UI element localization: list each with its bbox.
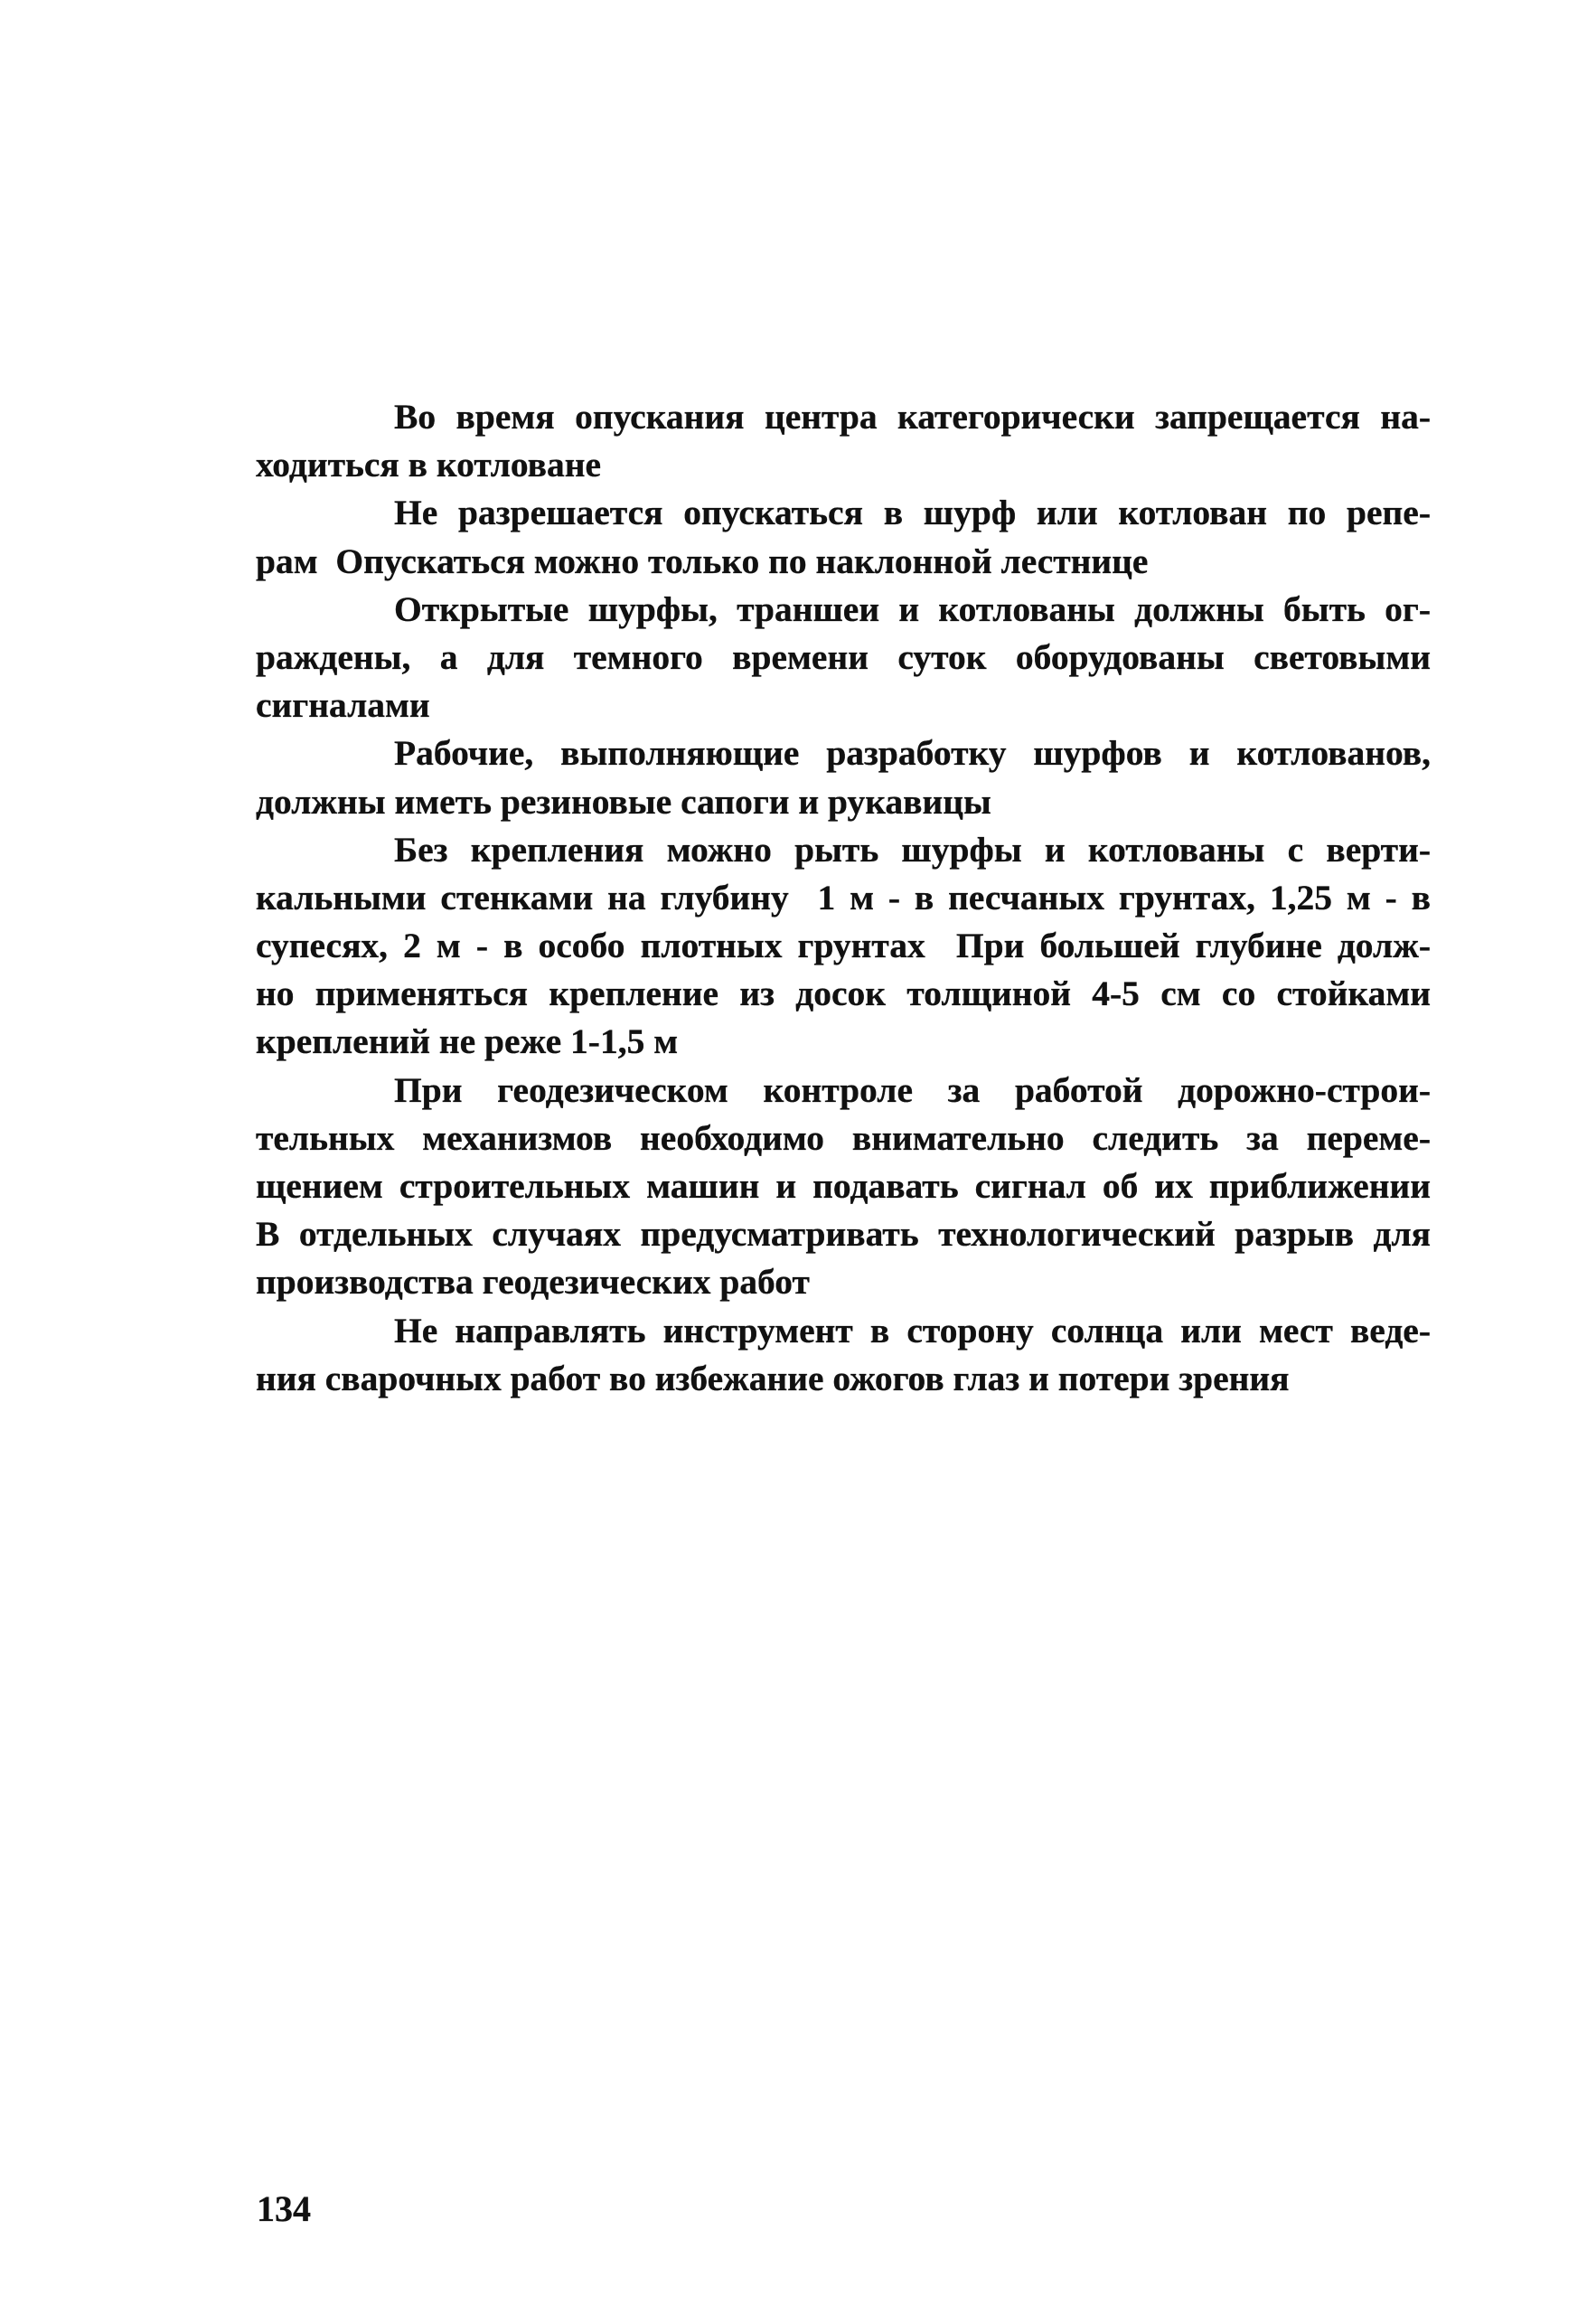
paragraph-3-line-3: сигналами <box>256 685 430 726</box>
paragraph-6-line-3: щением строительных машин и подавать сигнал об их приближении <box>256 1166 1431 1206</box>
page-number: 134 <box>257 2188 311 2229</box>
paragraph-2-line-1: Не разрешается опускаться в шурф или котлован по репе- <box>394 493 1431 533</box>
paragraph-5-line-4: но применяться крепление из досок толщиной 4-5 см со стойками <box>256 974 1431 1014</box>
body-text <box>256 393 1431 1403</box>
paragraph-1-line-1: Во время опускания центра категорически запрещается на- <box>394 397 1431 437</box>
paragraph-5-line-1: Без крепления можно рыть шурфы и котлованы с верти- <box>394 829 1431 870</box>
paragraph-3-line-2: раждены, а для темного времени суток оборудованы световыми <box>256 636 1431 677</box>
paragraph-5-line-3: супесях, 2 м - в особо плотных грунтах При большей глубине долж- <box>256 926 1431 966</box>
paragraph-7-line-2: ния сварочных работ во избежание ожогов глаз и потери зрения <box>256 1358 1290 1398</box>
paragraph-2-line-2: рам Опускаться можно только по наклонной лестнице <box>256 541 1149 581</box>
paragraph-6-line-2: тельных механизмов необходимо внимательно следить за переме- <box>256 1117 1431 1158</box>
paragraph-4-line-1: Рабочие, выполняющие разработку шурфов и котлованов, <box>394 733 1431 774</box>
paragraph-7-line-1: Не направлять инструмент в сторону солнца или мест веде- <box>394 1310 1431 1350</box>
paragraph-5-line-5: креплений не реже 1-1,5 м <box>256 1021 679 1062</box>
paragraph-6-line-5: производства геодезических работ <box>256 1262 810 1303</box>
paragraph-6-line-4: В отдельных случаях предусматривать технологический разрыв для <box>256 1214 1431 1255</box>
paragraph-1-line-2: ходиться в котловане <box>256 445 602 485</box>
paragraph-4-line-2: должны иметь резиновые сапоги и рукавицы <box>256 781 991 822</box>
paragraph-3-line-1: Открытые шурфы, траншеи и котлованы должны быть ог- <box>394 588 1431 629</box>
paragraph-5-line-2: кальными стенками на глубину 1 м - в песчаных грунтах, 1,25 м - в <box>256 877 1431 917</box>
paragraph-6-line-1: При геодезическом контроле за работой дорожно-строи- <box>394 1069 1431 1110</box>
